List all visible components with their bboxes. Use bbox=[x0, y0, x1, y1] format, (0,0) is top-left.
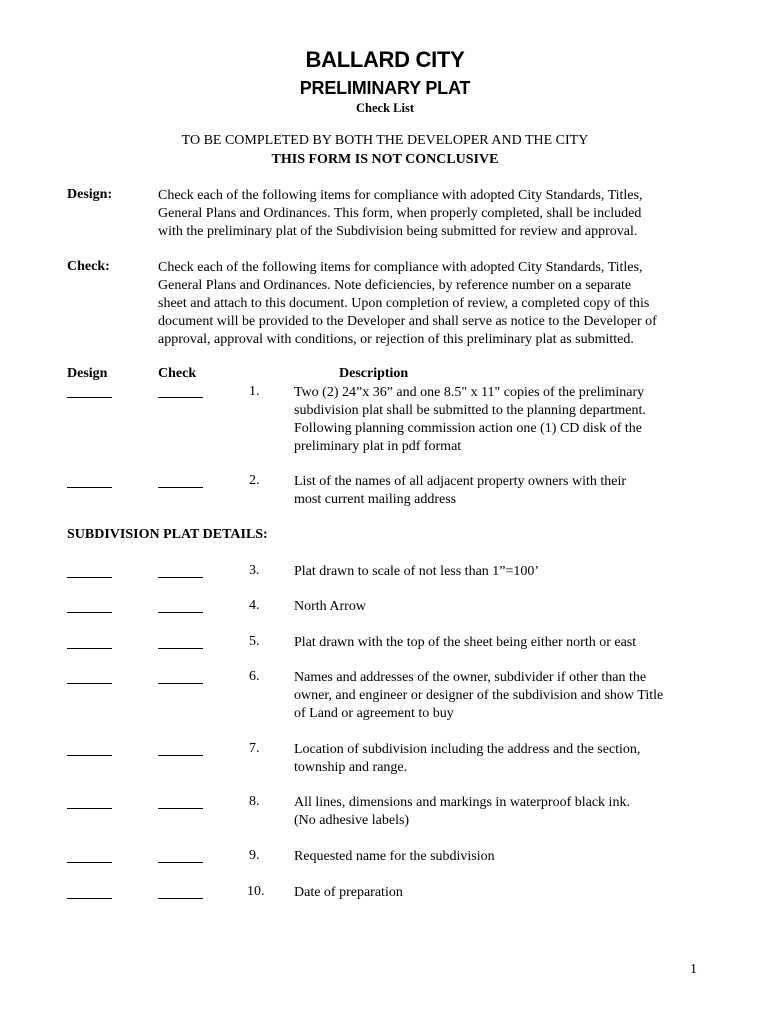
item-number: 1. bbox=[249, 384, 260, 399]
design-checkbox-line[interactable] bbox=[67, 808, 112, 809]
item-line: preliminary plat in pdf format bbox=[294, 439, 462, 454]
check-checkbox-line[interactable] bbox=[158, 612, 203, 613]
design-instructions bbox=[158, 187, 718, 241]
check-checkbox-line[interactable] bbox=[158, 808, 203, 809]
document-subtitle: PRELIMINARY PLAT bbox=[299, 78, 471, 98]
item-description bbox=[294, 669, 714, 723]
item-line: North Arrow bbox=[294, 599, 366, 614]
item-line: most current mailing address bbox=[294, 492, 457, 507]
item-description bbox=[294, 384, 714, 456]
check-line: Check each of the following items for compliance with adopted City Standards, Titles, bbox=[158, 260, 643, 275]
design-checkbox-line[interactable] bbox=[67, 683, 112, 684]
check-checkbox-line[interactable] bbox=[158, 755, 203, 756]
check-checkbox-line[interactable] bbox=[158, 862, 203, 863]
document-title: BALLARD CITY bbox=[305, 47, 465, 72]
item-line: subdivision plat shall be submitted to the planning department. bbox=[294, 403, 646, 418]
design-checkbox-line[interactable] bbox=[67, 862, 112, 863]
item-description bbox=[294, 473, 714, 509]
item-number: 5. bbox=[249, 634, 260, 649]
item-line: owner, and engineer or designer of the subdivision and show Title bbox=[294, 688, 664, 703]
design-checkbox-line[interactable] bbox=[67, 577, 112, 578]
item-description bbox=[294, 563, 714, 581]
design-checkbox-line[interactable] bbox=[67, 487, 112, 488]
check-line: General Plans and Ordinances. Note deficiencies, by reference number on a separate bbox=[158, 278, 632, 293]
design-checkbox-line[interactable] bbox=[67, 755, 112, 756]
check-line: approval, approval with conditions, or rejection of this preliminary plat as submitted. bbox=[158, 332, 634, 347]
item-line: Following planning commission action one (1) CD disk of the bbox=[294, 421, 643, 436]
check-checkbox-line[interactable] bbox=[158, 577, 203, 578]
design-line: General Plans and Ordinances. This form, when properly completed, shall be included bbox=[158, 206, 642, 221]
design-checkbox-line[interactable] bbox=[67, 612, 112, 613]
check-instructions bbox=[158, 259, 718, 349]
item-description bbox=[294, 741, 714, 777]
item-number: 9. bbox=[249, 848, 260, 863]
design-label: Design: bbox=[67, 187, 113, 202]
item-line: of Land or agreement to buy bbox=[294, 706, 454, 721]
item-line: (No adhesive labels) bbox=[294, 813, 410, 828]
item-number: 8. bbox=[249, 794, 260, 809]
column-header-description: Description bbox=[339, 366, 409, 381]
column-header-check: Check bbox=[158, 366, 197, 381]
document-type: Check List bbox=[356, 101, 414, 115]
design-checkbox-line[interactable] bbox=[67, 898, 112, 899]
item-description bbox=[294, 634, 714, 652]
check-checkbox-line[interactable] bbox=[158, 648, 203, 649]
notice-line-2: THIS FORM IS NOT CONCLUSIVE bbox=[271, 152, 499, 167]
item-description bbox=[294, 848, 714, 866]
design-line: Check each of the following items for compliance with adopted City Standards, Titles, bbox=[158, 188, 643, 203]
check-checkbox-line[interactable] bbox=[158, 487, 203, 488]
item-description bbox=[294, 794, 714, 830]
item-line: List of the names of all adjacent property owners with their bbox=[294, 474, 627, 489]
item-line: Two (2) 24”x 36” and one 8.5" x 11" copies of the preliminary bbox=[294, 385, 645, 400]
check-checkbox-line[interactable] bbox=[158, 397, 203, 398]
check-label: Check: bbox=[67, 259, 110, 274]
page-number: 1 bbox=[690, 962, 697, 977]
item-line: Location of subdivision including the address and the section, bbox=[294, 742, 641, 757]
item-line: Names and addresses of the owner, subdivider if other than the bbox=[294, 670, 647, 685]
design-checkbox-line[interactable] bbox=[67, 648, 112, 649]
item-description bbox=[294, 598, 714, 616]
check-checkbox-line[interactable] bbox=[158, 898, 203, 899]
item-line: Plat drawn with the top of the sheet being either north or east bbox=[294, 635, 637, 650]
item-number: 3. bbox=[249, 563, 260, 578]
item-line: Date of preparation bbox=[294, 885, 403, 900]
item-line: Plat drawn to scale of not less than 1”=100’ bbox=[294, 564, 540, 579]
design-line: with the preliminary plat of the Subdivision being submitted for review and approval. bbox=[158, 224, 638, 239]
item-number: 7. bbox=[249, 741, 260, 756]
item-description bbox=[294, 884, 714, 902]
item-line: Requested name for the subdivision bbox=[294, 849, 495, 864]
check-checkbox-line[interactable] bbox=[158, 683, 203, 684]
column-header-design: Design bbox=[67, 366, 108, 381]
item-number: 2. bbox=[249, 473, 260, 488]
item-number: 6. bbox=[249, 669, 260, 684]
check-line: document will be provided to the Developer and shall serve as notice to the Developer of bbox=[158, 314, 657, 329]
item-number: 4. bbox=[249, 598, 260, 613]
check-line: sheet and attach to this document. Upon completion of review, a completed copy of this bbox=[158, 296, 650, 311]
item-line: All lines, dimensions and markings in waterproof black ink. bbox=[294, 795, 630, 810]
section-heading: SUBDIVISION PLAT DETAILS: bbox=[67, 527, 268, 542]
item-line: township and range. bbox=[294, 760, 408, 775]
design-checkbox-line[interactable] bbox=[67, 397, 112, 398]
notice-line-1: TO BE COMPLETED BY BOTH THE DEVELOPER AND THE CITY bbox=[181, 133, 589, 148]
item-number: 10. bbox=[247, 884, 265, 899]
